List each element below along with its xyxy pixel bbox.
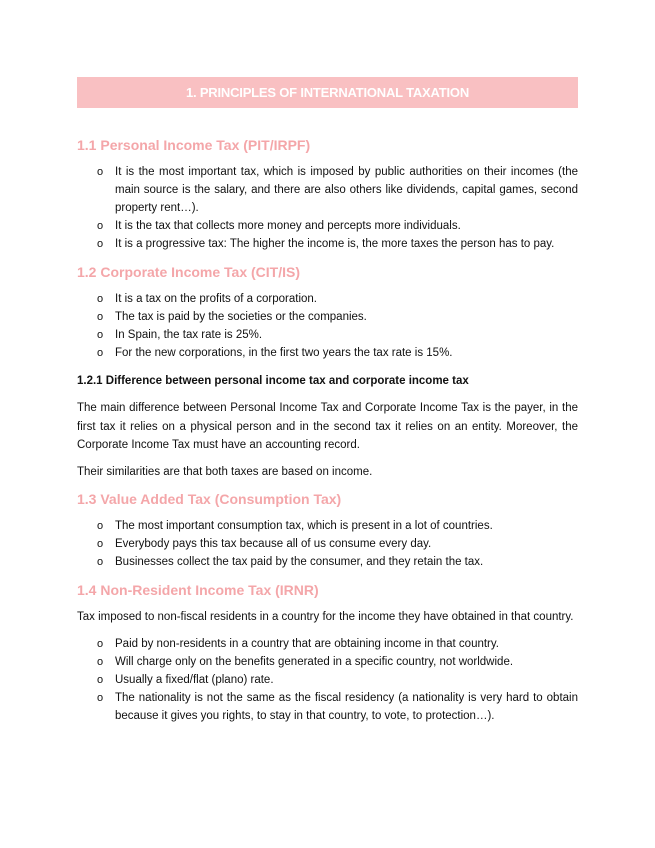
- bullet-marker: o: [97, 293, 104, 305]
- list-item: [97, 163, 578, 217]
- bullet-marker: o: [97, 655, 104, 668]
- difference-paragraph: The main difference between Personal Income Tax and Corporate Income Tax is the payer, in the first tax it relies on a physical person and in the second tax it relies on an entity. Moreover, the Corporate Income Tax must have an accounting record.: [77, 402, 578, 451]
- list-item-text: The tax is paid by the societies or the companies.: [115, 311, 367, 323]
- bullet-marker: o: [97, 166, 104, 178]
- list-item-text: It is a tax on the profits of a corporation.: [115, 293, 317, 305]
- bullet-marker: o: [97, 520, 104, 532]
- bullet-marker: o: [97, 556, 104, 568]
- list-item-text: The nationality is not the same as the fiscal residency (a nationality is very hard to obtain because it gives you rights, to stay in that country, to vote, to protection…).: [115, 691, 578, 722]
- list-item: [97, 308, 578, 326]
- bullet-marker: o: [97, 220, 104, 232]
- list-item: [97, 635, 578, 653]
- section-heading-irnr: 1.4 Non-Resident Income Tax (IRNR): [77, 582, 319, 598]
- list-item: [97, 344, 578, 362]
- list-item: [97, 689, 578, 725]
- list-item-text: It is the most important tax, which is imposed by public authorities on their incomes (the main source is the salary, and there are also others like dividends, capital games, second property rent…).: [115, 166, 578, 214]
- bullet-marker: o: [97, 538, 104, 550]
- vat-list: [77, 517, 578, 571]
- cit-list: [77, 290, 578, 362]
- subsection-heading-difference: 1.2.1 Difference between personal income tax and corporate income tax: [77, 375, 469, 387]
- document-content: [77, 77, 578, 725]
- list-item-text: It is the tax that collects more money and percepts more individuals.: [115, 220, 461, 232]
- list-item: [97, 671, 578, 689]
- list-item-text: Usually a fixed/flat (plano) rate.: [115, 673, 274, 686]
- list-item: [97, 553, 578, 571]
- bullet-marker: o: [97, 691, 104, 704]
- list-item-text: For the new corporations, in the first two years the tax rate is 15%.: [115, 347, 453, 359]
- list-item: [97, 535, 578, 553]
- section-heading-cit: 1.2 Corporate Income Tax (CIT/IS): [77, 264, 301, 280]
- pit-list: [77, 163, 578, 253]
- bullet-marker: o: [97, 311, 104, 323]
- chapter-title-banner: 1. PRINCIPLES OF INTERNATIONAL TAXATION: [77, 77, 578, 108]
- bullet-marker: o: [97, 637, 104, 650]
- list-item: [97, 235, 578, 253]
- list-item-text: Businesses collect the tax paid by the consumer, and they retain the tax.: [115, 556, 484, 568]
- list-item: [97, 217, 578, 235]
- list-item-text: The most important consumption tax, which is present in a lot of countries.: [115, 520, 493, 532]
- bullet-marker: o: [97, 673, 104, 686]
- list-item-text: In Spain, the tax rate is 25%.: [115, 329, 263, 341]
- section-heading-vat: 1.3 Value Added Tax (Consumption Tax): [77, 491, 342, 507]
- irnr-list: [77, 635, 578, 725]
- list-item-text: Everybody pays this tax because all of us consume every day.: [115, 538, 432, 550]
- bullet-marker: o: [97, 347, 104, 359]
- bullet-marker: o: [97, 329, 104, 341]
- list-item-text: Paid by non-residents in a country that are obtaining income in that country.: [115, 637, 499, 650]
- list-item: [97, 326, 578, 344]
- list-item: [97, 653, 578, 671]
- list-item: [97, 517, 578, 535]
- section-heading-pit: 1.1 Personal Income Tax (PIT/IRPF): [77, 137, 311, 153]
- similarities-paragraph: Their similarities are that both taxes are based on income.: [77, 465, 373, 478]
- bullet-marker: o: [97, 238, 104, 250]
- list-item-text: It is a progressive tax: The higher the income is, the more taxes the person has to pay.: [115, 238, 555, 250]
- list-item-text: Will charge only on the benefits generated in a specific country, not worldwide.: [115, 655, 514, 668]
- irnr-intro-paragraph: Tax imposed to non-fiscal residents in a country for the income they have obtained in that country.: [77, 611, 574, 623]
- list-item: [97, 290, 578, 308]
